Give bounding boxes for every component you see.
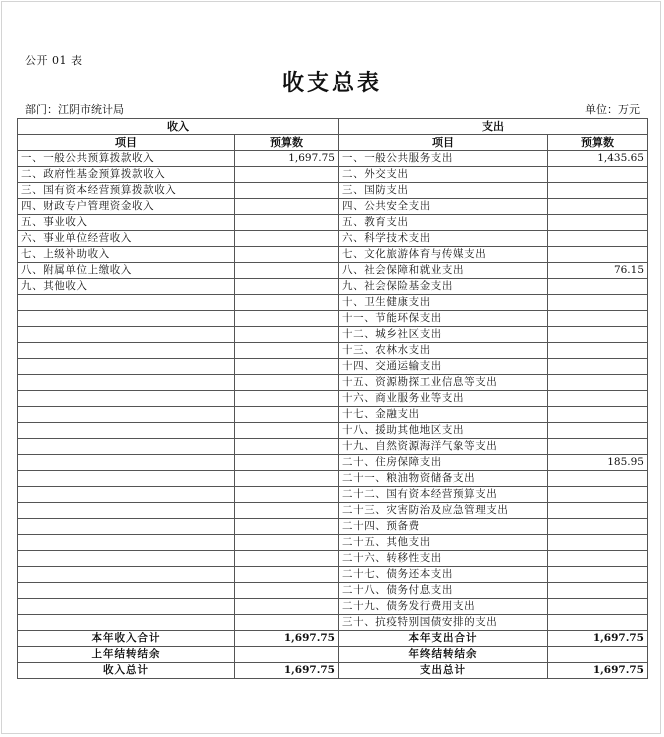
income-item-amount bbox=[235, 423, 339, 439]
income-total-label: 本年收入合计 bbox=[18, 631, 235, 647]
detail-rows bbox=[18, 151, 648, 631]
income-item-amount bbox=[235, 375, 339, 391]
expense-item-name: 六、科学技术支出 bbox=[339, 231, 548, 247]
expense-item-amount bbox=[548, 167, 648, 183]
expense-total-amount: 1,697.75 bbox=[548, 631, 648, 647]
income-item-name: 五、事业收入 bbox=[18, 215, 235, 231]
table-row bbox=[18, 343, 648, 359]
table-row bbox=[18, 471, 648, 487]
income-item-name: 八、附属单位上缴收入 bbox=[18, 263, 235, 279]
income-section-header: 收入 bbox=[18, 119, 339, 135]
expense-item-amount bbox=[548, 327, 648, 343]
income-item-amount bbox=[235, 343, 339, 359]
expense-item-amount bbox=[548, 599, 648, 615]
income-item-amount bbox=[235, 183, 339, 199]
expense-item-amount bbox=[548, 567, 648, 583]
income-item-name bbox=[18, 455, 235, 471]
expense-section-header: 支出 bbox=[339, 119, 648, 135]
income-item-name bbox=[18, 599, 235, 615]
income-item-amount bbox=[235, 615, 339, 631]
table-row bbox=[18, 439, 648, 455]
table-row bbox=[18, 247, 648, 263]
expense-total-amount bbox=[548, 647, 648, 663]
income-item-name bbox=[18, 471, 235, 487]
income-item-amount bbox=[235, 583, 339, 599]
expense-total-label: 支出总计 bbox=[339, 663, 548, 679]
income-item-amount bbox=[235, 471, 339, 487]
table-row bbox=[18, 407, 648, 423]
income-total-amount: 1,697.75 bbox=[235, 631, 339, 647]
income-total-label: 收入总计 bbox=[18, 663, 235, 679]
income-item-name: 七、上级补助收入 bbox=[18, 247, 235, 263]
income-item-amount bbox=[235, 263, 339, 279]
expense-item-amount: 76.15 bbox=[548, 263, 648, 279]
income-item-amount bbox=[235, 519, 339, 535]
expense-item-amount bbox=[548, 583, 648, 599]
total-row bbox=[18, 663, 648, 679]
expense-item-name: 二十八、债务付息支出 bbox=[339, 583, 548, 599]
income-item-name bbox=[18, 327, 235, 343]
income-item-name bbox=[18, 551, 235, 567]
income-item-amount bbox=[235, 535, 339, 551]
table-row bbox=[18, 487, 648, 503]
income-item-amount: 1,697.75 bbox=[235, 151, 339, 167]
total-row bbox=[18, 631, 648, 647]
income-total-label: 上年结转结余 bbox=[18, 647, 235, 663]
income-item-name bbox=[18, 311, 235, 327]
income-item-amount bbox=[235, 503, 339, 519]
income-item-amount bbox=[235, 167, 339, 183]
income-item-amount bbox=[235, 311, 339, 327]
total-rows bbox=[18, 631, 648, 679]
expense-item-name: 十、卫生健康支出 bbox=[339, 295, 548, 311]
expense-item-amount bbox=[548, 215, 648, 231]
income-item-amount bbox=[235, 327, 339, 343]
income-item-amount bbox=[235, 487, 339, 503]
expense-item-amount: 185.95 bbox=[548, 455, 648, 471]
expense-item-name: 十七、金融支出 bbox=[339, 407, 548, 423]
expense-item-amount bbox=[548, 391, 648, 407]
expense-item-name: 十二、城乡社区支出 bbox=[339, 327, 548, 343]
expense-budget-column-header: 预算数 bbox=[548, 135, 648, 151]
expense-item-amount bbox=[548, 359, 648, 375]
income-item-amount bbox=[235, 199, 339, 215]
expense-item-amount bbox=[548, 311, 648, 327]
expense-item-name: 十五、资源勘探工业信息等支出 bbox=[339, 375, 548, 391]
expense-item-amount bbox=[548, 615, 648, 631]
expense-item-amount bbox=[548, 343, 648, 359]
expense-item-amount: 1,435.65 bbox=[548, 151, 648, 167]
income-item-amount bbox=[235, 391, 339, 407]
income-item-name bbox=[18, 359, 235, 375]
expense-item-amount bbox=[548, 439, 648, 455]
table-row bbox=[18, 167, 648, 183]
expense-item-amount bbox=[548, 535, 648, 551]
income-item-name bbox=[18, 375, 235, 391]
income-budget-column-header: 预算数 bbox=[235, 135, 339, 151]
expense-total-label: 本年支出合计 bbox=[339, 631, 548, 647]
expense-item-name: 九、社会保险基金支出 bbox=[339, 279, 548, 295]
expense-item-name: 十八、援助其他地区支出 bbox=[339, 423, 548, 439]
income-item-name bbox=[18, 391, 235, 407]
income-item-amount bbox=[235, 359, 339, 375]
income-item-name bbox=[18, 439, 235, 455]
table-row bbox=[18, 615, 648, 631]
table-row bbox=[18, 231, 648, 247]
expense-item-name: 一、一般公共服务支出 bbox=[339, 151, 548, 167]
income-item-name bbox=[18, 503, 235, 519]
table-row bbox=[18, 199, 648, 215]
table-row bbox=[18, 519, 648, 535]
income-item-column-header: 项目 bbox=[18, 135, 235, 151]
table-row bbox=[18, 263, 648, 279]
expense-item-amount bbox=[548, 423, 648, 439]
expense-item-name: 四、公共安全支出 bbox=[339, 199, 548, 215]
expense-item-name: 二十三、灾害防治及应急管理支出 bbox=[339, 503, 548, 519]
income-item-name: 一、一般公共预算拨款收入 bbox=[18, 151, 235, 167]
income-item-amount bbox=[235, 231, 339, 247]
table-row bbox=[18, 391, 648, 407]
expense-item-name: 二、外交支出 bbox=[339, 167, 548, 183]
table-row bbox=[18, 423, 648, 439]
income-item-amount bbox=[235, 279, 339, 295]
expense-item-name: 二十二、国有资本经营预算支出 bbox=[339, 487, 548, 503]
expense-item-column-header: 项目 bbox=[339, 135, 548, 151]
income-item-name bbox=[18, 407, 235, 423]
expense-item-name: 七、文化旅游体育与传媒支出 bbox=[339, 247, 548, 263]
income-item-amount bbox=[235, 599, 339, 615]
expense-item-name: 二十七、债务还本支出 bbox=[339, 567, 548, 583]
income-item-name: 九、其他收入 bbox=[18, 279, 235, 295]
expense-item-amount bbox=[548, 407, 648, 423]
expense-item-amount bbox=[548, 551, 648, 567]
income-item-amount bbox=[235, 215, 339, 231]
income-item-name bbox=[18, 615, 235, 631]
table-row bbox=[18, 535, 648, 551]
table-row bbox=[18, 583, 648, 599]
expense-item-amount bbox=[548, 279, 648, 295]
table-row bbox=[18, 151, 648, 167]
income-item-name: 二、政府性基金预算拨款收入 bbox=[18, 167, 235, 183]
table-row bbox=[18, 183, 648, 199]
income-item-name bbox=[18, 567, 235, 583]
unit-label: 单位：万元 bbox=[585, 103, 640, 116]
income-item-name bbox=[18, 343, 235, 359]
income-total-amount: 1,697.75 bbox=[235, 663, 339, 679]
income-item-amount bbox=[235, 407, 339, 423]
income-total-amount bbox=[235, 647, 339, 663]
expense-item-name: 十四、交通运输支出 bbox=[339, 359, 548, 375]
income-item-name bbox=[18, 295, 235, 311]
income-item-amount bbox=[235, 295, 339, 311]
expense-item-name: 二十五、其他支出 bbox=[339, 535, 548, 551]
income-item-name: 四、财政专户管理资金收入 bbox=[18, 199, 235, 215]
expense-total-amount: 1,697.75 bbox=[548, 663, 648, 679]
table-row bbox=[18, 279, 648, 295]
table-row bbox=[18, 551, 648, 567]
expense-item-amount bbox=[548, 247, 648, 263]
expense-item-name: 二十六、转移性支出 bbox=[339, 551, 548, 567]
table-row bbox=[18, 295, 648, 311]
income-item-amount bbox=[235, 551, 339, 567]
expense-item-name: 十六、商业服务业等支出 bbox=[339, 391, 548, 407]
table-row bbox=[18, 327, 648, 343]
income-item-name: 六、事业单位经营收入 bbox=[18, 231, 235, 247]
expense-item-amount bbox=[548, 487, 648, 503]
expense-total-label: 年终结转结余 bbox=[339, 647, 548, 663]
expense-item-name: 十三、农林水支出 bbox=[339, 343, 548, 359]
table-row bbox=[18, 359, 648, 375]
table-row bbox=[18, 375, 648, 391]
table-row bbox=[18, 311, 648, 327]
table-row bbox=[18, 567, 648, 583]
table-row bbox=[18, 215, 648, 231]
table-row bbox=[18, 503, 648, 519]
page-title: 收支总表 bbox=[281, 70, 382, 96]
expense-item-name: 十一、节能环保支出 bbox=[339, 311, 548, 327]
income-item-amount bbox=[235, 247, 339, 263]
expense-item-amount bbox=[548, 231, 648, 247]
income-item-amount bbox=[235, 439, 339, 455]
expense-item-amount bbox=[548, 375, 648, 391]
department-label: 部门：江阴市统计局 bbox=[25, 103, 124, 116]
expense-item-name: 三十、抗疫特别国债安排的支出 bbox=[339, 615, 548, 631]
income-item-name bbox=[18, 583, 235, 599]
income-item-amount bbox=[235, 567, 339, 583]
income-item-name bbox=[18, 519, 235, 535]
expense-item-amount bbox=[548, 471, 648, 487]
expense-item-amount bbox=[548, 503, 648, 519]
table-row bbox=[18, 599, 648, 615]
income-item-name bbox=[18, 535, 235, 551]
income-item-name: 三、国有资本经营预算拨款收入 bbox=[18, 183, 235, 199]
expense-item-name: 五、教育支出 bbox=[339, 215, 548, 231]
expense-item-name: 十九、自然资源海洋气象等支出 bbox=[339, 439, 548, 455]
income-item-name bbox=[18, 487, 235, 503]
expense-item-name: 八、社会保障和就业支出 bbox=[339, 263, 548, 279]
budget-table bbox=[17, 118, 648, 679]
expense-item-name: 二十四、预备费 bbox=[339, 519, 548, 535]
form-code: 公开 01 表 bbox=[25, 54, 83, 67]
expense-item-name: 三、国防支出 bbox=[339, 183, 548, 199]
total-row bbox=[18, 647, 648, 663]
expense-item-name: 二十一、粮油物资储备支出 bbox=[339, 471, 548, 487]
expense-item-name: 二十、住房保障支出 bbox=[339, 455, 548, 471]
table-row bbox=[18, 455, 648, 471]
expense-item-amount bbox=[548, 295, 648, 311]
income-item-amount bbox=[235, 455, 339, 471]
expense-item-amount bbox=[548, 183, 648, 199]
expense-item-name: 二十九、债务发行费用支出 bbox=[339, 599, 548, 615]
expense-item-amount bbox=[548, 519, 648, 535]
income-item-name bbox=[18, 423, 235, 439]
expense-item-amount bbox=[548, 199, 648, 215]
